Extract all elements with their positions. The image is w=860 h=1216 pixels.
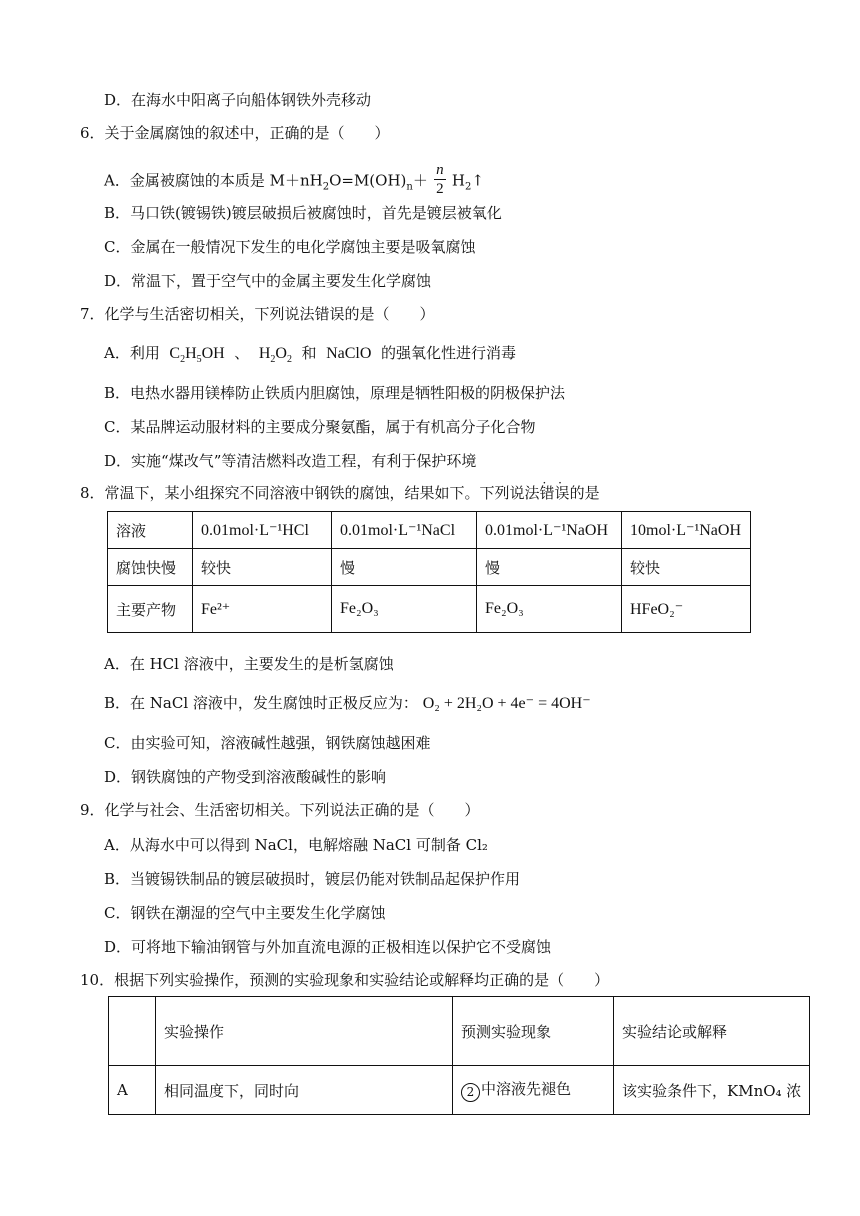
table-cell: 0.01mol·L⁻¹NaOH [477,512,622,549]
q9-option-b: B．当镀锡铁制品的镀层破损时，镀层仍能对铁制品起保护作用 [104,870,521,888]
table-cell: A [109,1066,156,1115]
q8-stem: 8．常温下，某小组探究不同溶液中钢铁的腐蚀，结果如下。下列说法错误 · ·的是 [80,483,600,503]
q6-option-c: C．金属在一般情况下发生的电化学腐蚀主要是吸氧腐蚀 [104,238,476,256]
q10-stem: 10．根据下列实验操作，预测的实验现象和实验结论或解释均正确的是（ ） [80,971,610,989]
q6-option-a: A．金属被腐蚀的本质是 $M+nH_2O=M(OH)_n+$ $\frac{n}{2}$ $H_2↑$ [104,162,484,197]
table-cell: 相同温度下，同时向 [156,1066,453,1115]
table-cell: Fe²⁺ [193,586,332,633]
q9-option-a: A．从海水中可以得到 NaCl，电解熔融 NaCl 可制备 Cl₂ [104,836,488,854]
table-cell: 2 中溶液先褪色 [453,1066,614,1115]
q9-option-d: D．可将地下输油钢管与外加直流电源的正极相连以保护它不受腐蚀 [104,938,552,956]
table-cell: HFeO₂⁻ [622,586,751,633]
table-cell: 实验操作 [156,997,453,1066]
table-row [109,997,810,1066]
table-cell: 慢 [332,549,477,586]
q8-option-b: B．在 NaCl 溶液中，发生腐蚀时正极反应为： O₂ + 2H₂O + 4e⁻ = 4OH⁻ [104,694,591,712]
table-row [109,1066,810,1115]
table-cell: 10mol·L⁻¹NaOH [622,512,751,549]
table-cell: 0.01mol·L⁻¹HCl [193,512,332,549]
emphasis-dots: 错误 · · [540,484,570,502]
q8-table [107,511,751,633]
q7-option-c: C．某品牌运动服材料的主要成分聚氨酯，属于有机高分子化合物 [104,418,536,436]
q7-option-d: D．实施“煤改气”等清洁燃料改造工程，有利于保护环境 [104,452,477,470]
table-cell: 较快 [622,549,751,586]
q6-option-d: D．常温下，置于空气中的金属主要发生化学腐蚀 [104,272,432,290]
table-cell: 实验结论或解释 [614,997,810,1066]
q8-option-a: A．在 HCl 溶液中，主要发生的是析氢腐蚀 [104,655,394,673]
table-row [108,549,751,586]
table-cell: Fe₂O₃ [332,586,477,633]
q5-option-d: D．在海水中阳离子向船体钢铁外壳移动 [104,91,372,109]
q9-option-c: C．钢铁在潮湿的空气中主要发生化学腐蚀 [104,904,386,922]
table-cell: 溶液 [108,512,193,549]
q7-option-a: A．利用 $C_2H_5OH$ 、 $H_2O_2$ 和 NaClO 的强氧化性进行消毒 [104,344,516,365]
table-cell: 较快 [193,549,332,586]
circled-number: 2 [461,1083,480,1102]
q7-option-b: B．电热水器用镁棒防止铁质内胆腐蚀，原理是牺牲阳极的阴极保护法 [104,384,566,402]
table-cell: 该实验条件下，KMnO₄ 浓 [614,1066,810,1115]
q9-stem: 9．化学与社会、生活密切相关。下列说法正确的是（ ） [80,801,480,819]
q10-table [108,996,810,1115]
q6-option-b: B．马口铁(镀锡铁)镀层破损后被腐蚀时，首先是镀层被氧化 [104,204,502,222]
table-cell: Fe₂O₃ [477,586,622,633]
table-cell: 腐蚀快慢 [108,549,193,586]
table-row [108,512,751,549]
fraction-n-over-2: $\frac{n}{2}$ [434,162,446,197]
table-cell: 慢 [477,549,622,586]
q8-option-d: D．钢铁腐蚀的产物受到溶液酸碱性的影响 [104,768,387,786]
q6-stem: 6．关于金属腐蚀的叙述中，正确的是（ ） [80,124,390,142]
table-cell: 主要产物 [108,586,193,633]
table-cell [109,997,156,1066]
q8-option-c: C．由实验可知，溶液碱性越强，钢铁腐蚀越困难 [104,734,431,752]
table-row [108,586,751,633]
table-cell: 预测实验现象 [453,997,614,1066]
table-cell: 0.01mol·L⁻¹NaCl [332,512,477,549]
q7-stem: 7．化学与生活密切相关，下列说法错误的是（ ） [80,305,435,323]
